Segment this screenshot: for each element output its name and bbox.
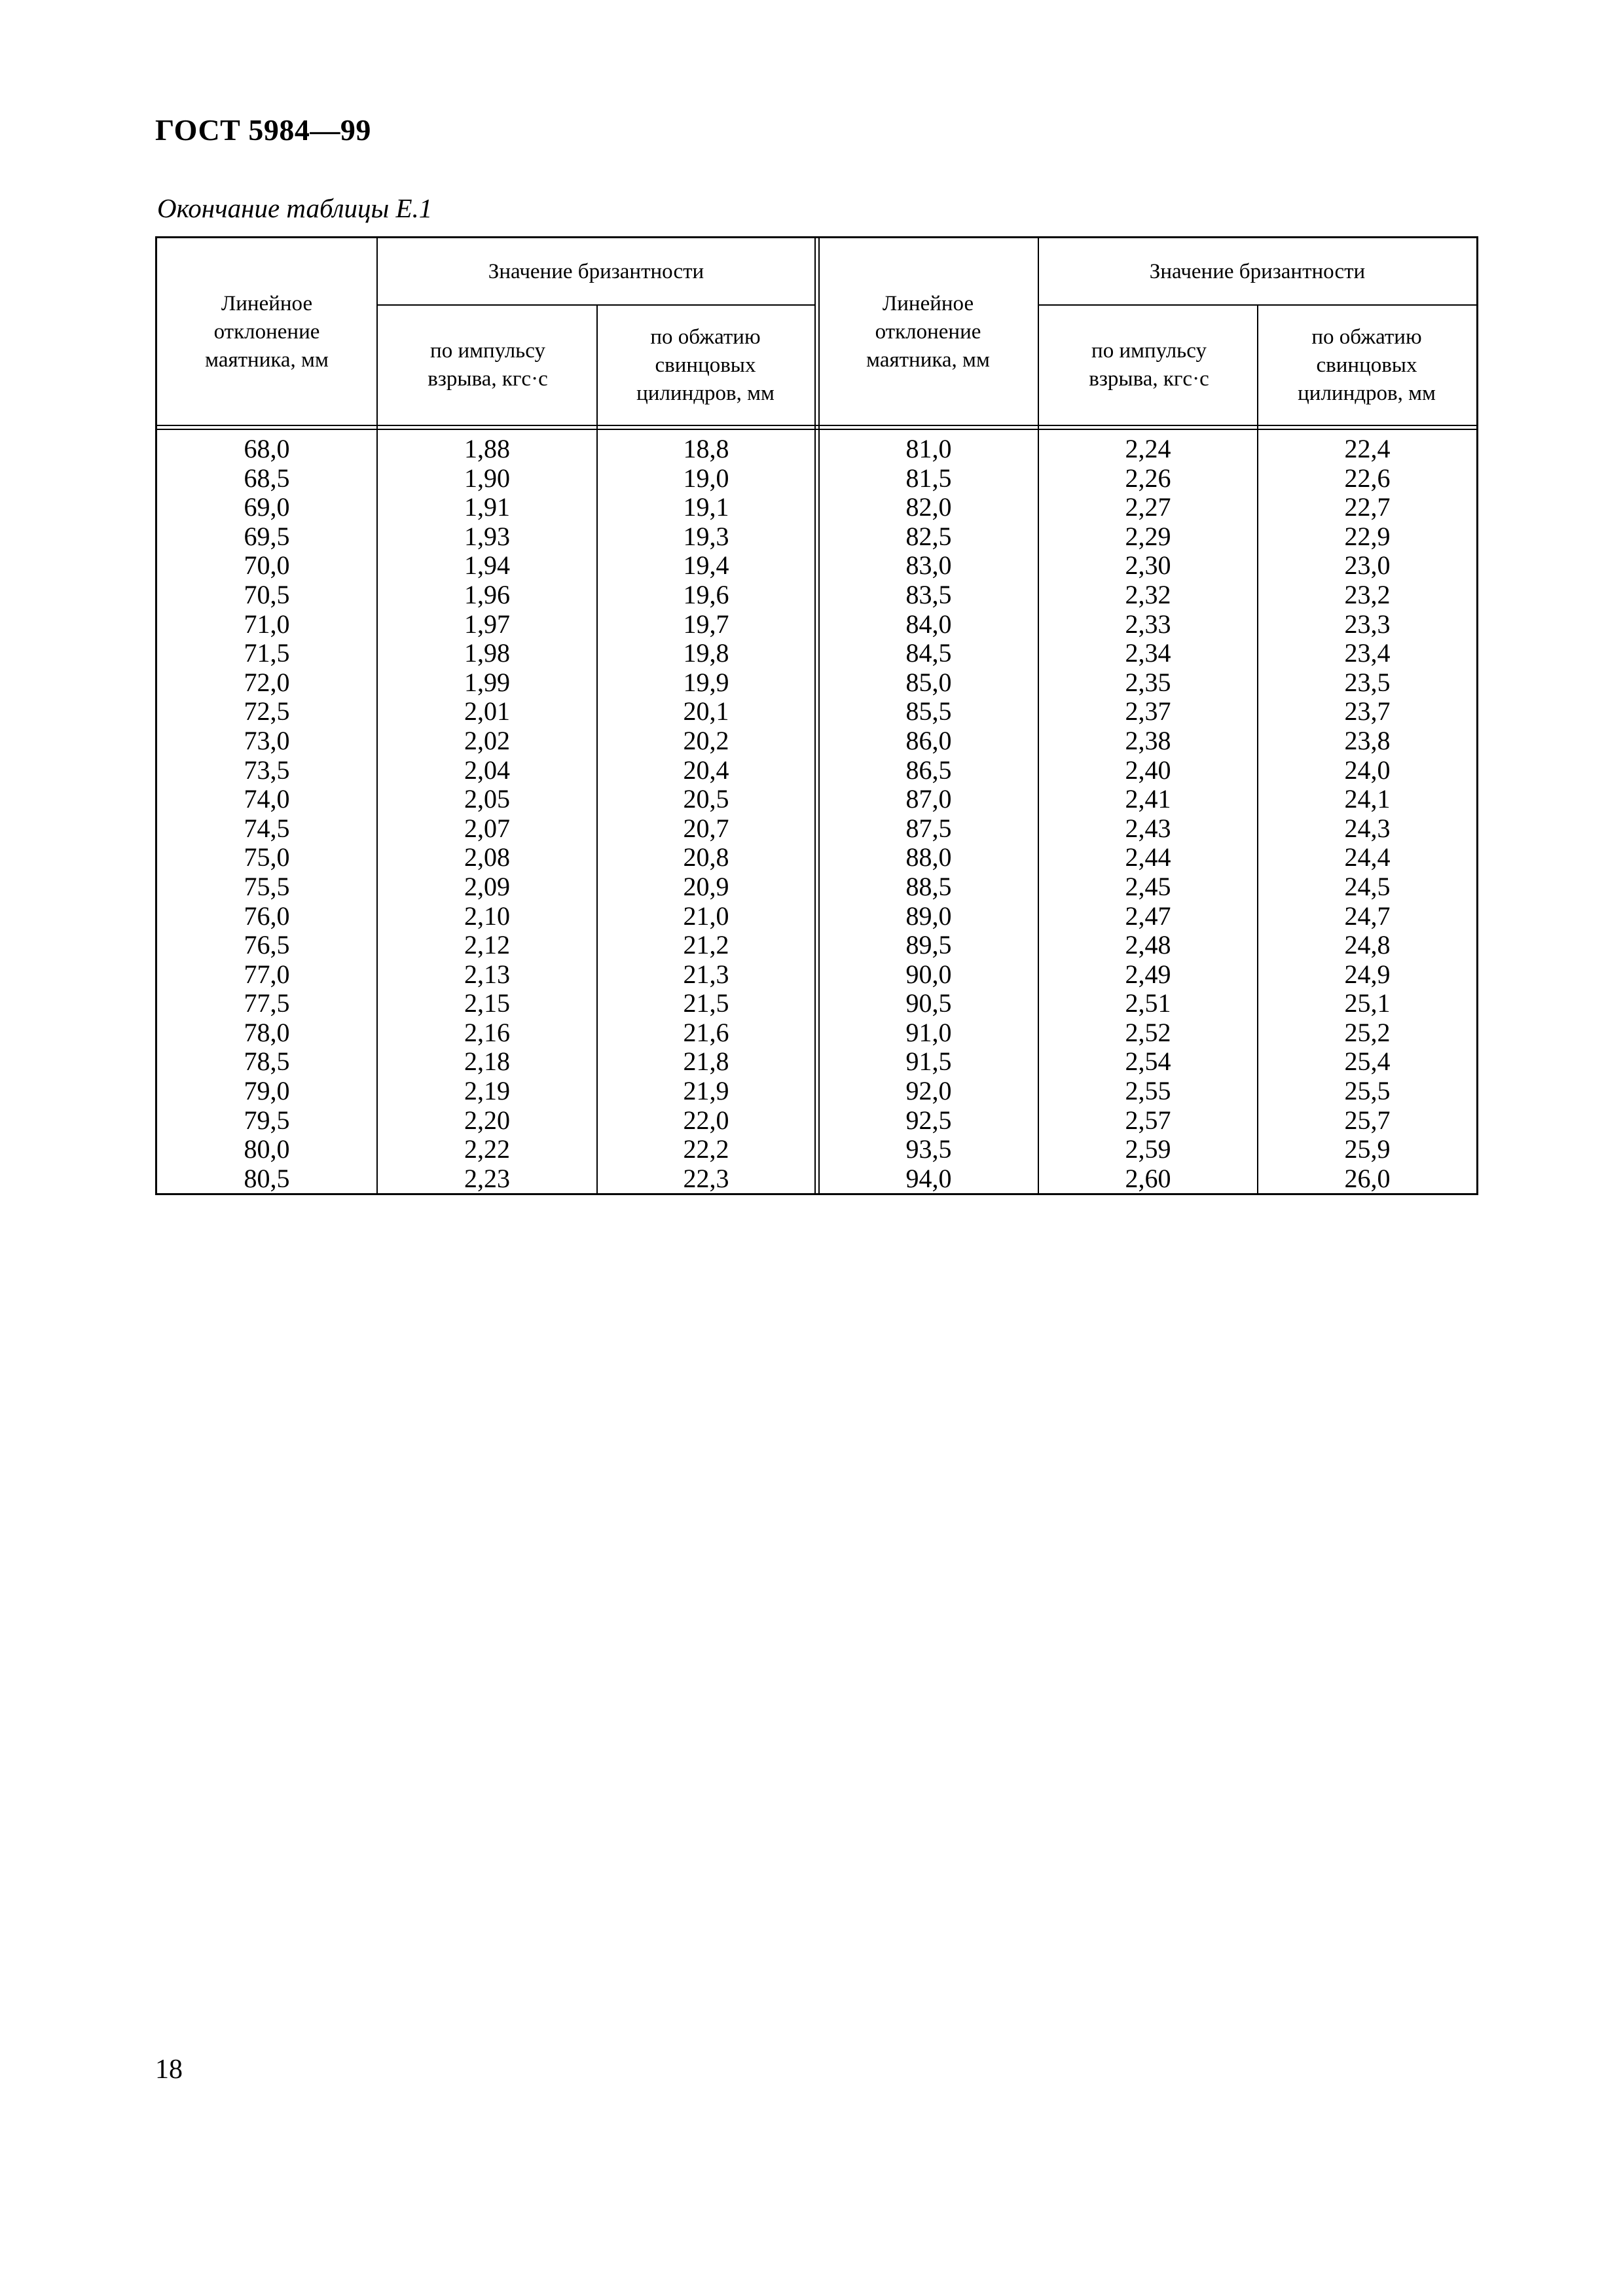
table-cell: 85,5 <box>905 696 952 726</box>
table-cell: 75,0 <box>244 842 290 872</box>
table-cell: 2,02 <box>464 725 510 755</box>
table-cell: 2,15 <box>464 988 510 1018</box>
table-cell: 77,5 <box>244 988 290 1018</box>
table-cell: 26,0 <box>1344 1163 1391 1193</box>
table-cell: 23,2 <box>1344 579 1391 609</box>
table-cell: 22,6 <box>1344 463 1391 493</box>
column-compression-left <box>598 435 814 1193</box>
table-cell: 23,7 <box>1344 696 1391 726</box>
column-impulse-left <box>378 435 596 1193</box>
table-cell: 87,5 <box>905 813 952 843</box>
table-cell: 79,0 <box>244 1076 290 1106</box>
table-cell: 1,99 <box>464 667 510 697</box>
table-cell: 91,5 <box>905 1047 952 1077</box>
header-compression: по обжатию свинцовых цилиндров, мм <box>636 325 775 405</box>
table-cell: 90,0 <box>905 959 952 989</box>
table-cell: 92,5 <box>905 1105 952 1135</box>
table-cell: 2,49 <box>1125 959 1171 989</box>
table-cell: 82,5 <box>905 521 952 551</box>
table-cell: 24,3 <box>1344 813 1391 843</box>
table-cell: 80,5 <box>244 1163 290 1193</box>
table-cell: 1,93 <box>464 521 510 551</box>
table-cell: 2,08 <box>464 842 510 872</box>
table-cell: 1,88 <box>464 434 510 463</box>
table-cell: 72,5 <box>244 696 290 726</box>
table-cell: 78,0 <box>244 1017 290 1047</box>
table-cell: 21,5 <box>683 988 729 1018</box>
table-cell: 19,4 <box>683 550 729 581</box>
table-cell: 89,5 <box>905 930 952 960</box>
table-cell: 20,5 <box>683 784 729 814</box>
table-cell: 1,90 <box>464 463 510 493</box>
table-cell: 22,4 <box>1344 434 1391 463</box>
table-cell: 2,60 <box>1125 1163 1171 1193</box>
table-cell: 82,0 <box>905 492 952 522</box>
table-cell: 2,51 <box>1125 988 1171 1018</box>
table-cell: 2,20 <box>464 1105 510 1135</box>
table-cell: 85,0 <box>905 667 952 697</box>
table-caption: Окончание таблицы Е.1 <box>157 193 433 223</box>
table-cell: 1,91 <box>464 492 510 522</box>
grid-line <box>814 237 816 1194</box>
table-cell: 21,9 <box>683 1076 729 1106</box>
table-cell: 76,0 <box>244 901 290 931</box>
table-cell: 75,5 <box>244 871 290 901</box>
table-cell: 2,22 <box>464 1134 510 1164</box>
table-cell: 19,3 <box>683 521 729 551</box>
table-cell: 21,0 <box>683 901 729 931</box>
table-cell: 2,34 <box>1125 638 1171 668</box>
table-cell: 2,47 <box>1125 901 1171 931</box>
table-cell: 19,7 <box>683 609 729 639</box>
table-cell: 81,0 <box>905 434 952 463</box>
table-cell: 2,07 <box>464 813 510 843</box>
table-cell: 21,2 <box>683 930 729 960</box>
table-cell: 20,7 <box>683 813 729 843</box>
table-cell: 74,5 <box>244 813 290 843</box>
table-cell: 19,6 <box>683 579 729 609</box>
table-cell: 83,0 <box>905 550 952 581</box>
table-cell: 25,9 <box>1344 1134 1391 1164</box>
table-cell: 24,8 <box>1344 930 1391 960</box>
table-cell: 80,0 <box>244 1134 290 1164</box>
header-deflection: Линейное отклонение маятника, мм <box>205 291 329 372</box>
table-cell: 72,0 <box>244 667 290 697</box>
table-cell: 20,1 <box>683 696 729 726</box>
table-cell: 77,0 <box>244 959 290 989</box>
table-cell: 1,96 <box>464 579 510 609</box>
table-cell: 20,9 <box>683 871 729 901</box>
header-deflection: Линейное отклонение маятника, мм <box>866 291 990 372</box>
table-cell: 81,5 <box>905 463 952 493</box>
grid-line <box>156 429 1477 430</box>
table-cell: 2,18 <box>464 1047 510 1077</box>
table-cell: 1,98 <box>464 638 510 668</box>
table-cell: 22,7 <box>1344 492 1391 522</box>
table-cell: 21,6 <box>683 1017 729 1047</box>
table-cell: 83,5 <box>905 579 952 609</box>
header-impulse: по импульсу взрыва, кгс·с <box>1089 339 1209 391</box>
table-cell: 20,4 <box>683 755 729 785</box>
table-cell: 68,0 <box>244 434 290 463</box>
table-cell: 70,0 <box>244 550 290 581</box>
table-cell: 22,0 <box>683 1105 729 1135</box>
table-cell: 1,94 <box>464 550 510 581</box>
table-cell: 2,55 <box>1125 1076 1171 1106</box>
table-cell: 2,12 <box>464 930 510 960</box>
table-cell: 2,10 <box>464 901 510 931</box>
table-cell: 22,2 <box>683 1134 729 1164</box>
table-cell: 23,4 <box>1344 638 1391 668</box>
table-cell: 70,5 <box>244 579 290 609</box>
grid-line <box>156 425 1477 426</box>
table-cell: 25,2 <box>1344 1017 1391 1047</box>
table-cell: 90,5 <box>905 988 952 1018</box>
header-compression: по обжатию свинцовых цилиндров, мм <box>1298 325 1436 405</box>
table-cell: 2,29 <box>1125 521 1171 551</box>
table-cell: 25,5 <box>1344 1076 1391 1106</box>
column-impulse-right <box>1039 435 1257 1193</box>
table-cell: 73,5 <box>244 755 290 785</box>
table-cell: 74,0 <box>244 784 290 814</box>
table-cell: 69,0 <box>244 492 290 522</box>
grid-line <box>1038 304 1477 306</box>
column-deflection-left <box>157 435 376 1193</box>
table-cell: 2,01 <box>464 696 510 726</box>
grid-line <box>377 304 816 306</box>
table-cell: 1,97 <box>464 609 510 639</box>
table-cell: 2,44 <box>1125 842 1171 872</box>
table-cell: 23,3 <box>1344 609 1391 639</box>
table-cell: 23,8 <box>1344 725 1391 755</box>
table-cell: 18,8 <box>683 434 729 463</box>
table-cell: 24,9 <box>1344 959 1391 989</box>
table-cell: 88,5 <box>905 871 952 901</box>
table-cell: 23,5 <box>1344 667 1391 697</box>
table-cell: 23,0 <box>1344 550 1391 581</box>
table-cell: 86,0 <box>905 725 952 755</box>
table-cell: 2,33 <box>1125 609 1171 639</box>
column-deflection-right <box>820 435 1038 1193</box>
table-cell: 71,0 <box>244 609 290 639</box>
table-cell: 2,13 <box>464 959 510 989</box>
table-cell: 22,9 <box>1344 521 1391 551</box>
table-cell: 86,5 <box>905 755 952 785</box>
table-cell: 2,41 <box>1125 784 1171 814</box>
table-cell: 2,54 <box>1125 1047 1171 1077</box>
header-impulse: по импульсу взрыва, кгс·с <box>428 339 548 391</box>
table-cell: 2,40 <box>1125 755 1171 785</box>
table-cell: 78,5 <box>244 1047 290 1077</box>
table-cell: 2,19 <box>464 1076 510 1106</box>
table-cell: 22,3 <box>683 1163 729 1193</box>
table-cell: 2,52 <box>1125 1017 1171 1047</box>
column-compression-right <box>1258 435 1476 1193</box>
table-cell: 92,0 <box>905 1076 952 1106</box>
table-cell: 68,5 <box>244 463 290 493</box>
table-cell: 2,24 <box>1125 434 1171 463</box>
table-cell: 24,5 <box>1344 871 1391 901</box>
table-cell: 19,0 <box>683 463 729 493</box>
table-cell: 2,30 <box>1125 550 1171 581</box>
table-cell: 20,2 <box>683 725 729 755</box>
table-cell: 24,1 <box>1344 784 1391 814</box>
table-cell: 25,4 <box>1344 1047 1391 1077</box>
table-cell: 24,4 <box>1344 842 1391 872</box>
table-cell: 2,26 <box>1125 463 1171 493</box>
table-cell: 2,09 <box>464 871 510 901</box>
table-cell: 2,48 <box>1125 930 1171 960</box>
table-cell: 2,04 <box>464 755 510 785</box>
table-cell: 79,5 <box>244 1105 290 1135</box>
table-cell: 24,0 <box>1344 755 1391 785</box>
table-cell: 2,23 <box>464 1163 510 1193</box>
table-cell: 84,5 <box>905 638 952 668</box>
table-cell: 20,8 <box>683 842 729 872</box>
page-number: 18 <box>155 2054 183 2085</box>
table-cell: 94,0 <box>905 1163 952 1193</box>
table-cell: 2,59 <box>1125 1134 1171 1164</box>
table-cell: 76,5 <box>244 930 290 960</box>
table-cell: 93,5 <box>905 1134 952 1164</box>
table-cell: 19,9 <box>683 667 729 697</box>
table-cell: 21,3 <box>683 959 729 989</box>
table-cell: 91,0 <box>905 1017 952 1047</box>
header-brisance-group: Значение бризантности <box>1149 259 1366 283</box>
table-cell: 2,05 <box>464 784 510 814</box>
table-cell: 24,7 <box>1344 901 1391 931</box>
table-cell: 2,37 <box>1125 696 1171 726</box>
table-cell: 19,8 <box>683 638 729 668</box>
table-cell: 89,0 <box>905 901 952 931</box>
table-cell: 2,38 <box>1125 725 1171 755</box>
table-cell: 2,57 <box>1125 1105 1171 1135</box>
table-cell: 71,5 <box>244 638 290 668</box>
table-cell: 25,7 <box>1344 1105 1391 1135</box>
table-cell: 2,16 <box>464 1017 510 1047</box>
table-cell: 69,5 <box>244 521 290 551</box>
table-cell: 2,32 <box>1125 579 1171 609</box>
table-cell: 2,43 <box>1125 813 1171 843</box>
table-cell: 21,8 <box>683 1047 729 1077</box>
table-cell: 2,45 <box>1125 871 1171 901</box>
header-brisance-group: Значение бризантности <box>488 259 704 283</box>
table-cell: 88,0 <box>905 842 952 872</box>
table-cell: 73,0 <box>244 725 290 755</box>
document-code: ГОСТ 5984—99 <box>155 113 371 147</box>
table-cell: 2,35 <box>1125 667 1171 697</box>
table-cell: 87,0 <box>905 784 952 814</box>
table-cell: 2,27 <box>1125 492 1171 522</box>
table-cell: 19,1 <box>683 492 729 522</box>
table-cell: 25,1 <box>1344 988 1391 1018</box>
table-cell: 84,0 <box>905 609 952 639</box>
